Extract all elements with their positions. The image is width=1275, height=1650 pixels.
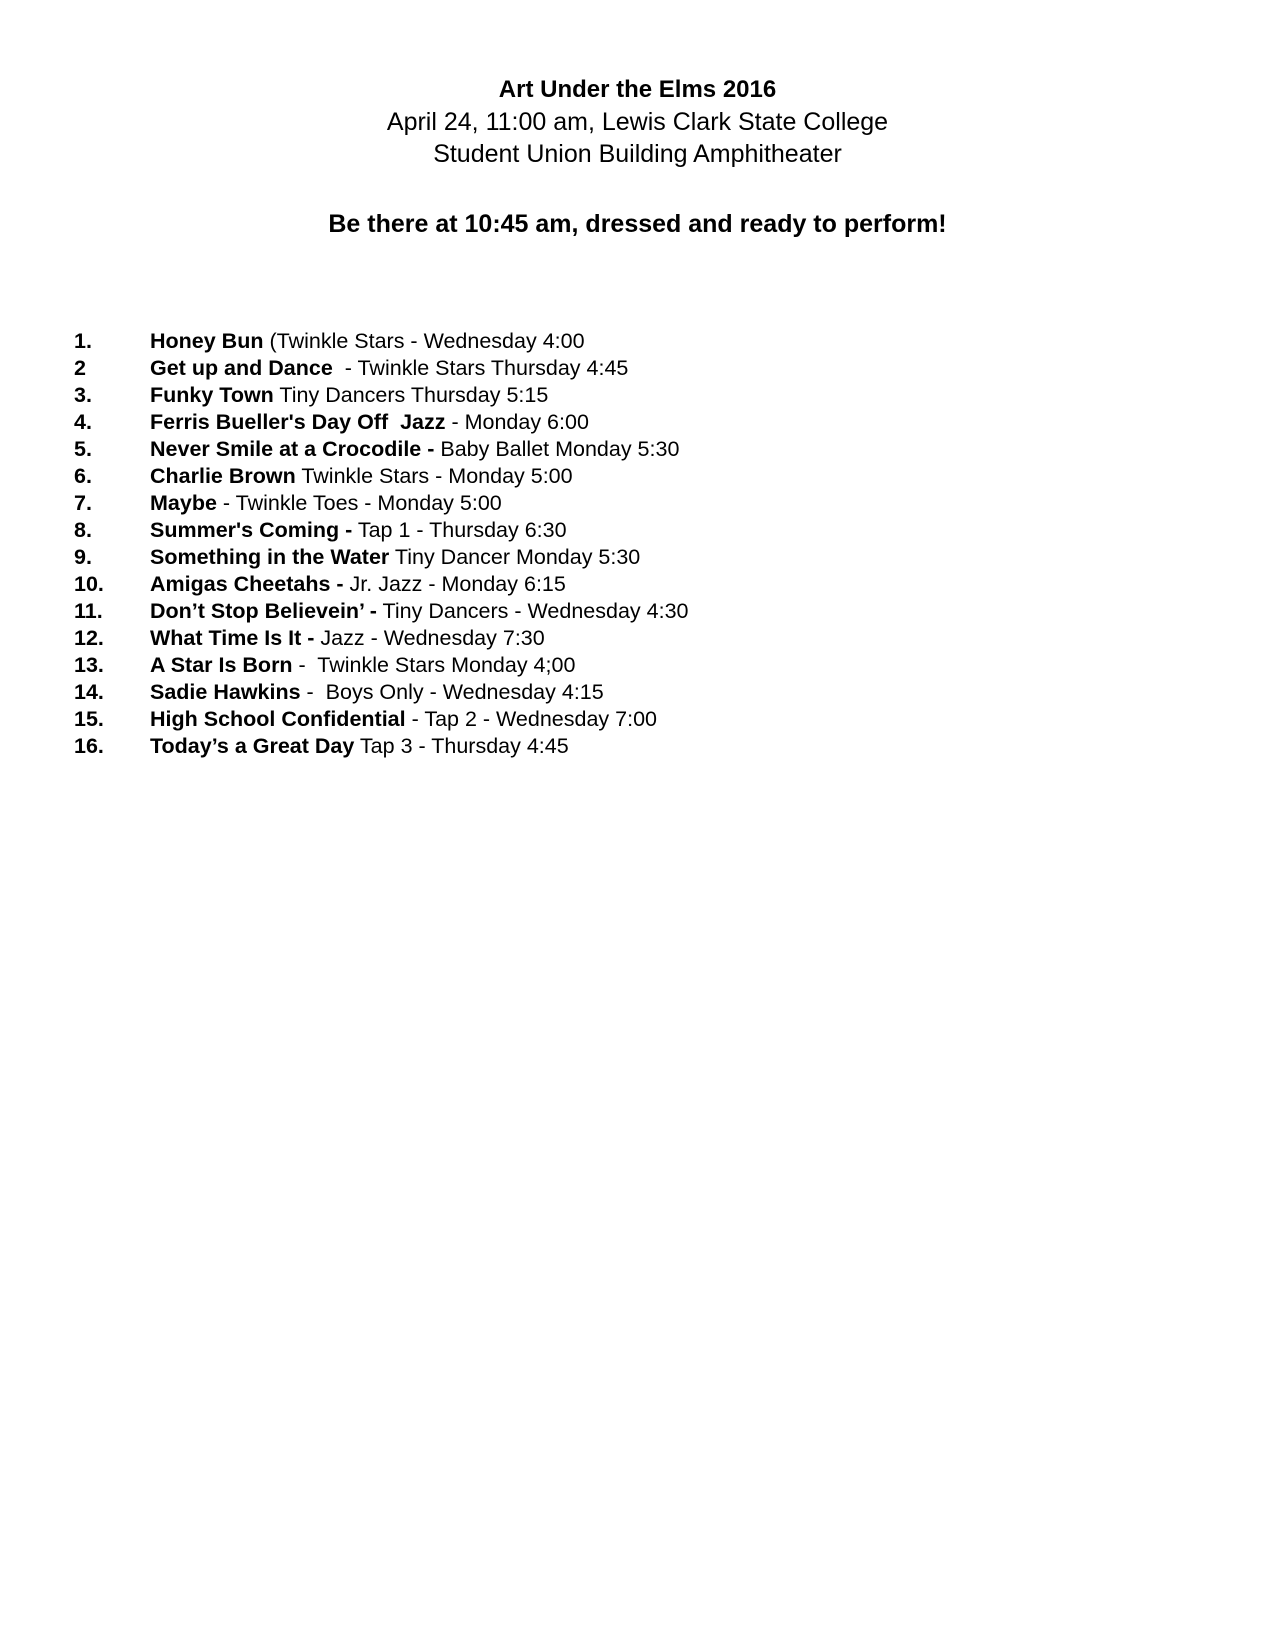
piece-title: Never Smile at a Crocodile - (150, 437, 435, 461)
piece-title: High School Confidential (150, 707, 406, 731)
item-number: 13. (74, 653, 104, 677)
piece-title: Today’s a Great Day (150, 734, 355, 758)
item-number: 8. (74, 518, 92, 542)
piece-details: - Boys Only - Wednesday 4:15 (300, 680, 604, 704)
program-item (74, 544, 688, 571)
program-list (74, 328, 688, 760)
piece-title: Something in the Water (150, 545, 390, 569)
piece-details: - Twinkle Stars Thursday 4:45 (332, 356, 629, 380)
program-item (74, 625, 688, 652)
program-item (74, 598, 688, 625)
piece-details: Tap 1 - Thursday 6:30 (352, 518, 567, 542)
piece-details: Jr. Jazz - Monday 6:15 (343, 572, 566, 596)
piece-title: What Time Is It - (150, 626, 315, 650)
item-number: 16. (74, 734, 104, 758)
piece-details: Tap 3 - Thursday 4:45 (354, 734, 569, 758)
piece-title: Funky Town (150, 383, 274, 407)
program-item (74, 733, 688, 760)
piece-details: Jazz - Wednesday 7:30 (314, 626, 545, 650)
item-number: 4. (74, 410, 92, 434)
item-number: 3. (74, 383, 92, 407)
program-item (74, 409, 688, 436)
arrival-notice: Be there at 10:45 am, dressed and ready to perform! (328, 210, 947, 238)
item-number: 11. (74, 599, 103, 623)
piece-title: Amigas Cheetahs - (150, 572, 344, 596)
piece-details: Tiny Dancer Monday 5:30 (389, 545, 641, 569)
item-number: 6. (74, 464, 92, 488)
program-item (74, 436, 688, 463)
program-item (74, 679, 688, 706)
item-number: 7. (74, 491, 92, 515)
piece-details: - Monday 6:00 (445, 410, 589, 434)
piece-title: Maybe (150, 491, 217, 515)
program-item (74, 382, 688, 409)
item-number: 1. (74, 329, 92, 353)
program-item (74, 571, 688, 598)
item-number: 2 (74, 356, 86, 380)
piece-details: Twinkle Stars - Monday 5:00 (295, 464, 573, 488)
program-item (74, 706, 688, 733)
piece-title: Charlie Brown (150, 464, 296, 488)
piece-title: Don’t Stop Believein’ - (150, 599, 377, 623)
piece-title: Get up and Dance (150, 356, 333, 380)
piece-title: Sadie Hawkins (150, 680, 301, 704)
piece-details: Tiny Dancers Thursday 5:15 (273, 383, 549, 407)
document-header (0, 74, 1275, 170)
item-number: 10. (74, 572, 104, 596)
item-number: 12. (74, 626, 104, 650)
piece-details: Tiny Dancers - Wednesday 4:30 (376, 599, 689, 623)
piece-details: - Twinkle Toes - Monday 5:00 (216, 491, 502, 515)
piece-title: Ferris Bueller's Day Off Jazz (150, 410, 446, 434)
program-item (74, 490, 688, 517)
item-number: 15. (74, 707, 104, 731)
program-item (74, 328, 688, 355)
piece-details: (Twinkle Stars - Wednesday 4:00 (263, 329, 585, 353)
piece-title: Summer's Coming - (150, 518, 353, 542)
piece-details: - Tap 2 - Wednesday 7:00 (405, 707, 657, 731)
document-title: Art Under the Elms 2016 (498, 76, 777, 103)
program-item (74, 652, 688, 679)
event-date-location: April 24, 11:00 am, Lewis Clark State College (386, 108, 889, 136)
item-number: 5. (74, 437, 92, 461)
piece-details: - Twinkle Stars Monday 4;00 (292, 653, 576, 677)
program-item (74, 355, 688, 382)
item-number: 14. (74, 680, 104, 704)
item-number: 9. (74, 545, 92, 569)
piece-title: Honey Bun (150, 329, 264, 353)
event-venue: Student Union Building Amphitheater (433, 140, 842, 168)
program-item (74, 517, 688, 544)
piece-details: Baby Ballet Monday 5:30 (434, 437, 680, 461)
piece-title: A Star Is Born (150, 653, 293, 677)
program-item (74, 463, 688, 490)
